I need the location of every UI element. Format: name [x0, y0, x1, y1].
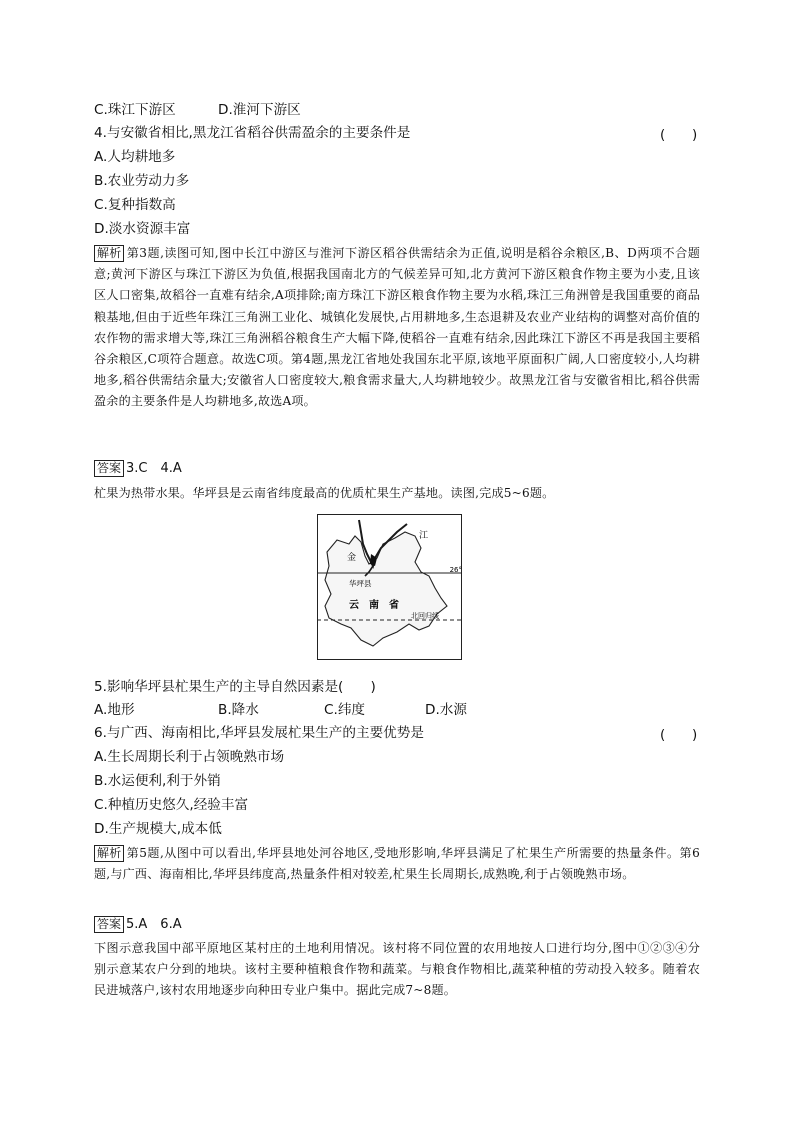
answer-tag: 答案 — [94, 916, 124, 933]
q3-option-c: C.珠江下游区 — [94, 102, 176, 118]
yunnan-map — [317, 514, 462, 660]
answer-block-1 — [94, 460, 182, 478]
latitude-label: 26° — [449, 566, 462, 574]
q6-stem: 6.与广西、海南相比,华坪县发展杧果生产的主要优势是 — [94, 725, 424, 741]
q4-option-c: C.复种指数高 — [94, 197, 176, 213]
analysis-text: 第3题,读图可知,图中长江中游区与淮河下游区稻谷供需结余为正值,说明是稻谷余粮区,B、D两项不合题意;黄河下游区与珠江下游区为负值,根据我国南北方的气候差异可知,北方黄河下游区粮食作物主要为小麦,且该区人口密集,故稻谷一直难有结余,A项排除;南方珠江下游区粮食作物主要为水稻,珠江三角洲曾是我国重要的商品粮基地,但由于近些年珠江三角洲工业化、城镇化发展快,占用耕地多,生态退耕及农业产业结构的调整对高价值的农作物的需求增大等,珠江三角洲稻谷粮食生产大幅下降,使稻谷一直难有结余,因此珠江下游区不再是我国主要稻谷余粮区,C项符合题意。故选C项。第4题,黑龙江省地处我国东北平原,该地平原面积广阔,人口密度较小,人均耕地多,稻谷供需结余量大;安徽省人口密度较大,粮食需求量大,人均耕地较少。故黑龙江省与安徽省相比,稻谷供需盈余的主要条件是人均耕地多,故选A项。 — [94, 246, 700, 409]
q3-option-d: D.淮河下游区 — [218, 102, 301, 118]
q5-option-d: D.水源 — [425, 702, 467, 718]
analysis-block-1 — [94, 243, 700, 413]
intro-q7-8: 下图示意我国中部平原地区某村庄的土地利用情况。该村将不同位置的农用地按人口进行均分,图中①②③④分别示意某农户分到的地块。该村主要种植粮食作物和蔬菜。与粮食作物相比,蔬菜种植的劳动投入较多。随着农民进城落户,该村农用地逐步向种田专业户集中。据此完成7~8题。 — [94, 941, 700, 998]
analysis-block-2 — [94, 843, 700, 885]
river-label-jin: 金 — [347, 553, 357, 563]
q6-answer-paren: ( ) — [660, 728, 698, 743]
q4-option-b: B.农业劳动力多 — [94, 173, 190, 189]
q4-option-d: D.淡水资源丰富 — [94, 221, 191, 237]
answer-block-2 — [94, 916, 182, 934]
analysis-tag: 解析 — [94, 845, 124, 862]
q5-stem: 5.影响华坪县杧果生产的主导自然因素是( ) — [94, 679, 376, 695]
map-svg — [317, 514, 462, 660]
q6-option-c: C.种植历史悠久,经验丰富 — [94, 797, 249, 813]
q5-option-c: C.纬度 — [324, 702, 366, 718]
q6-option-a: A.生长周期长利于占领晚熟市场 — [94, 749, 285, 765]
answer-text: 5.A 6.A — [126, 917, 182, 932]
analysis-text: 第5题,从图中可以看出,华坪县地处河谷地区,受地形影响,华坪县满足了杧果生产所需要的热量条件。第6题,与广西、海南相比,华坪县纬度高,热量条件相对较差,杧果生长周期长,成熟晚,利于占领晚熟市场。 — [94, 846, 700, 882]
q4-option-a: A.人均耕地多 — [94, 149, 176, 165]
answer-text: 3.C 4.A — [126, 461, 182, 476]
q6-option-b: B.水运便利,利于外销 — [94, 773, 221, 789]
river-label-jiang: 江 — [419, 531, 429, 541]
intro-q5-6: 杧果为热带水果。华坪县是云南省纬度最高的优质杧果生产基地。读图,完成5~6题。 — [94, 486, 555, 500]
analysis-tag: 解析 — [94, 245, 124, 262]
province-label: 云 南 省 — [349, 600, 399, 611]
q5-option-a: A.地形 — [94, 702, 135, 718]
q4-answer-paren: ( ) — [660, 128, 698, 143]
tropic-label: 北回归线 — [411, 612, 439, 620]
county-label: 华坪县 — [349, 579, 372, 588]
q5-option-b: B.降水 — [218, 702, 259, 718]
q6-option-d: D.生产规模大,成本低 — [94, 821, 222, 837]
answer-tag: 答案 — [94, 460, 124, 477]
q4-stem: 4.与安徽省相比,黑龙江省稻谷供需盈余的主要条件是 — [94, 125, 411, 141]
